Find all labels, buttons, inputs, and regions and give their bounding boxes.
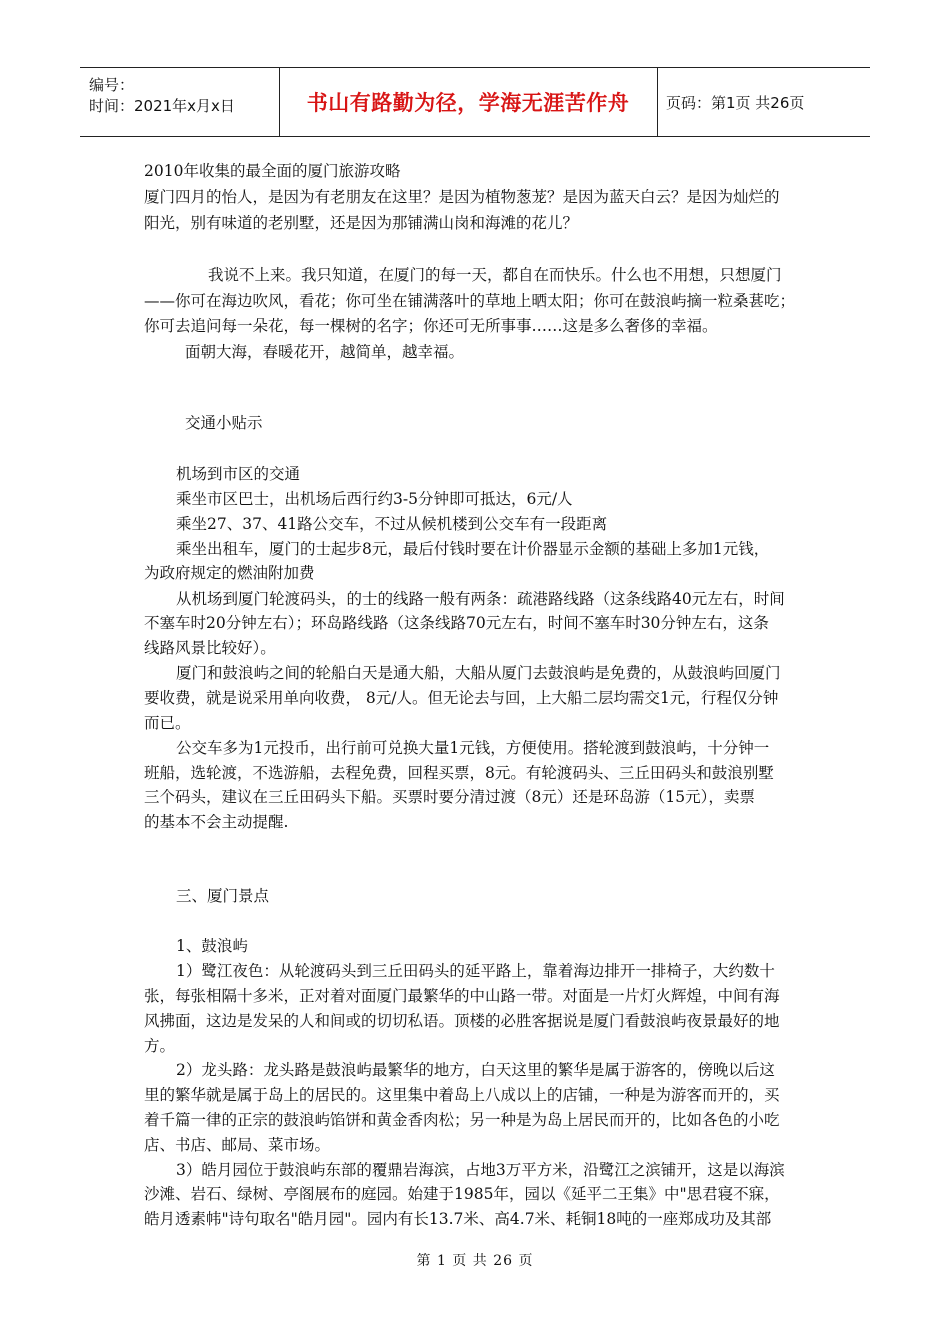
paragraph-line: 三个码头，建议在三丘田码头下船。买票时要分清过渡（8元）还是环岛游（15元），卖票: [144, 788, 755, 806]
paragraph-line: 店、书店、邮局、菜市场。: [144, 1136, 331, 1154]
paragraph-line: 线路风景比较好）。: [144, 639, 276, 657]
paragraph-line: 3）皓月园位于鼓浪屿东部的覆鼎岩海滨，占地3万平方米，沿鹭江之滨铺开，这是以海滨: [176, 1161, 785, 1179]
paragraph-line: 皓月透素帏"诗句取名"皓月园"。园内有长13.7米、高4.7米、耗铜18吨的一座郑成功及其部: [144, 1210, 772, 1228]
page-footer: 第 1 页 共 26 页: [416, 1253, 534, 1269]
paragraph-line: 里的繁华就是属于岛上的居民的。这里集中着岛上八成以上的店铺，一种是为游客而开的，买: [144, 1086, 780, 1104]
header-page-info: 页码：第1页 共26页: [666, 93, 805, 112]
paragraph-line: 1）鹭江夜色：从轮渡码头到三丘田码头的延平路上，靠着海边排开一排椅子，大约数十: [176, 962, 775, 980]
paragraph-line: 沙滩、岩石、绿树、亭阁展布的庭园。始建于1985年，园以《延平二王集》中"思君寝不寐，: [144, 1185, 780, 1203]
paragraph-line: 面朝大海，春暖花开，越简单，越幸福。: [185, 343, 465, 361]
header-motto-cell: [279, 68, 657, 136]
document-number-label: 编号：: [89, 76, 135, 94]
paragraph-line: ——你可在海边吹风，看花；你可坐在铺满落叶的草地上晒太阳；你可在鼓浪屿摘一粒桑葚吃；: [144, 292, 796, 310]
paragraph-line: 乘坐出租车，厦门的士起步8元，最后付钱时要在计价器显示金额的基础上多加1元钱，: [176, 540, 770, 558]
subsection-heading: 机场到市区的交通: [176, 465, 301, 483]
paragraph-line: 要收费，就是说采用单向收费， 8元/人。但无论去与回，上大船二层均需交1元，行程仅分钟: [144, 689, 779, 707]
paragraph-line: 张，每张相隔十多米，正对着对面厦门最繁华的中山路一带。对面是一片灯火辉煌，中间有海: [144, 987, 780, 1005]
paragraph-line: 乘坐市区巴士，出机场后西行约3-5分钟即可抵达，6元/人: [176, 490, 573, 508]
section-heading: 交通小贴示: [185, 414, 263, 432]
header-divider: [657, 68, 658, 136]
subsection-heading: 1、鼓浪屿: [176, 937, 248, 955]
page-header: [80, 67, 870, 137]
paragraph-line: 不塞车时20分钟左右）；环岛路线路（这条线路70元左右，时间不塞车时30分钟左右，这条: [144, 614, 769, 632]
header-meta: [89, 75, 235, 117]
paragraph-line: 班船，选轮渡，不选游船，去程免费，回程买票，8元。有轮渡码头、三丘田码头和鼓浪别墅: [144, 764, 774, 782]
paragraph-line: 2）龙头路：龙头路是鼓浪屿最繁华的地方，白天这里的繁华是属于游客的，傍晚以后这: [176, 1061, 775, 1079]
paragraph-line: 而已。: [144, 714, 191, 732]
paragraph-line: 公交车多为1元投币，出行前可兑换大量1元钱，方便使用。搭轮渡到鼓浪屿，十分钟一: [176, 739, 770, 757]
paragraph-line: 风拂面，这边是发呆的人和间或的切切私语。顶楼的必胜客据说是厦门看鼓浪屿夜景最好的地: [144, 1012, 780, 1030]
paragraph-line: 从机场到厦门轮渡码头，的士的线路一般有两条：疏港路线路（这条线路40元左右，时间: [176, 590, 785, 608]
paragraph-line: 着千篇一律的正宗的鼓浪屿馅饼和黄金香肉松；另一种是为岛上居民而开的，比如各色的小吃: [144, 1111, 780, 1129]
document-date: 时间：2021年x月x日: [89, 97, 235, 115]
paragraph-line: 为政府规定的燃油附加费: [144, 564, 315, 582]
paragraph-line: 厦门和鼓浪屿之间的轮船白天是通大船，大船从厦门去鼓浪屿是免费的，从鼓浪屿回厦门: [176, 664, 781, 682]
paragraph-line: 的基本不会主动提醒.: [144, 813, 289, 831]
paragraph-line: 我说不上来。我只知道，在厦门的每一天，都自在而快乐。什么也不用想，只想厦门: [208, 266, 782, 284]
header-motto: 书山有路勤为径，学海无涯苦作舟: [306, 91, 630, 115]
paragraph-line: 阳光，别有味道的老别墅，还是因为那铺满山岗和海滩的花儿？: [144, 214, 579, 232]
section-heading: 三、厦门景点: [176, 887, 270, 905]
document-title: 2010年收集的最全面的厦门旅游攻略: [144, 162, 401, 180]
paragraph-line: 你可去追问每一朵花，每一棵树的名字；你还可无所事事……这是多么奢侈的幸福。: [144, 317, 718, 335]
paragraph-line: 乘坐27、37、41路公交车，不过从候机楼到公交车有一段距离: [176, 515, 608, 533]
paragraph-line: 厦门四月的怡人，是因为有老朋友在这里？是因为植物葱茏？是因为蓝天白云？是因为灿烂的: [144, 188, 780, 206]
paragraph-line: 方。: [144, 1037, 176, 1055]
